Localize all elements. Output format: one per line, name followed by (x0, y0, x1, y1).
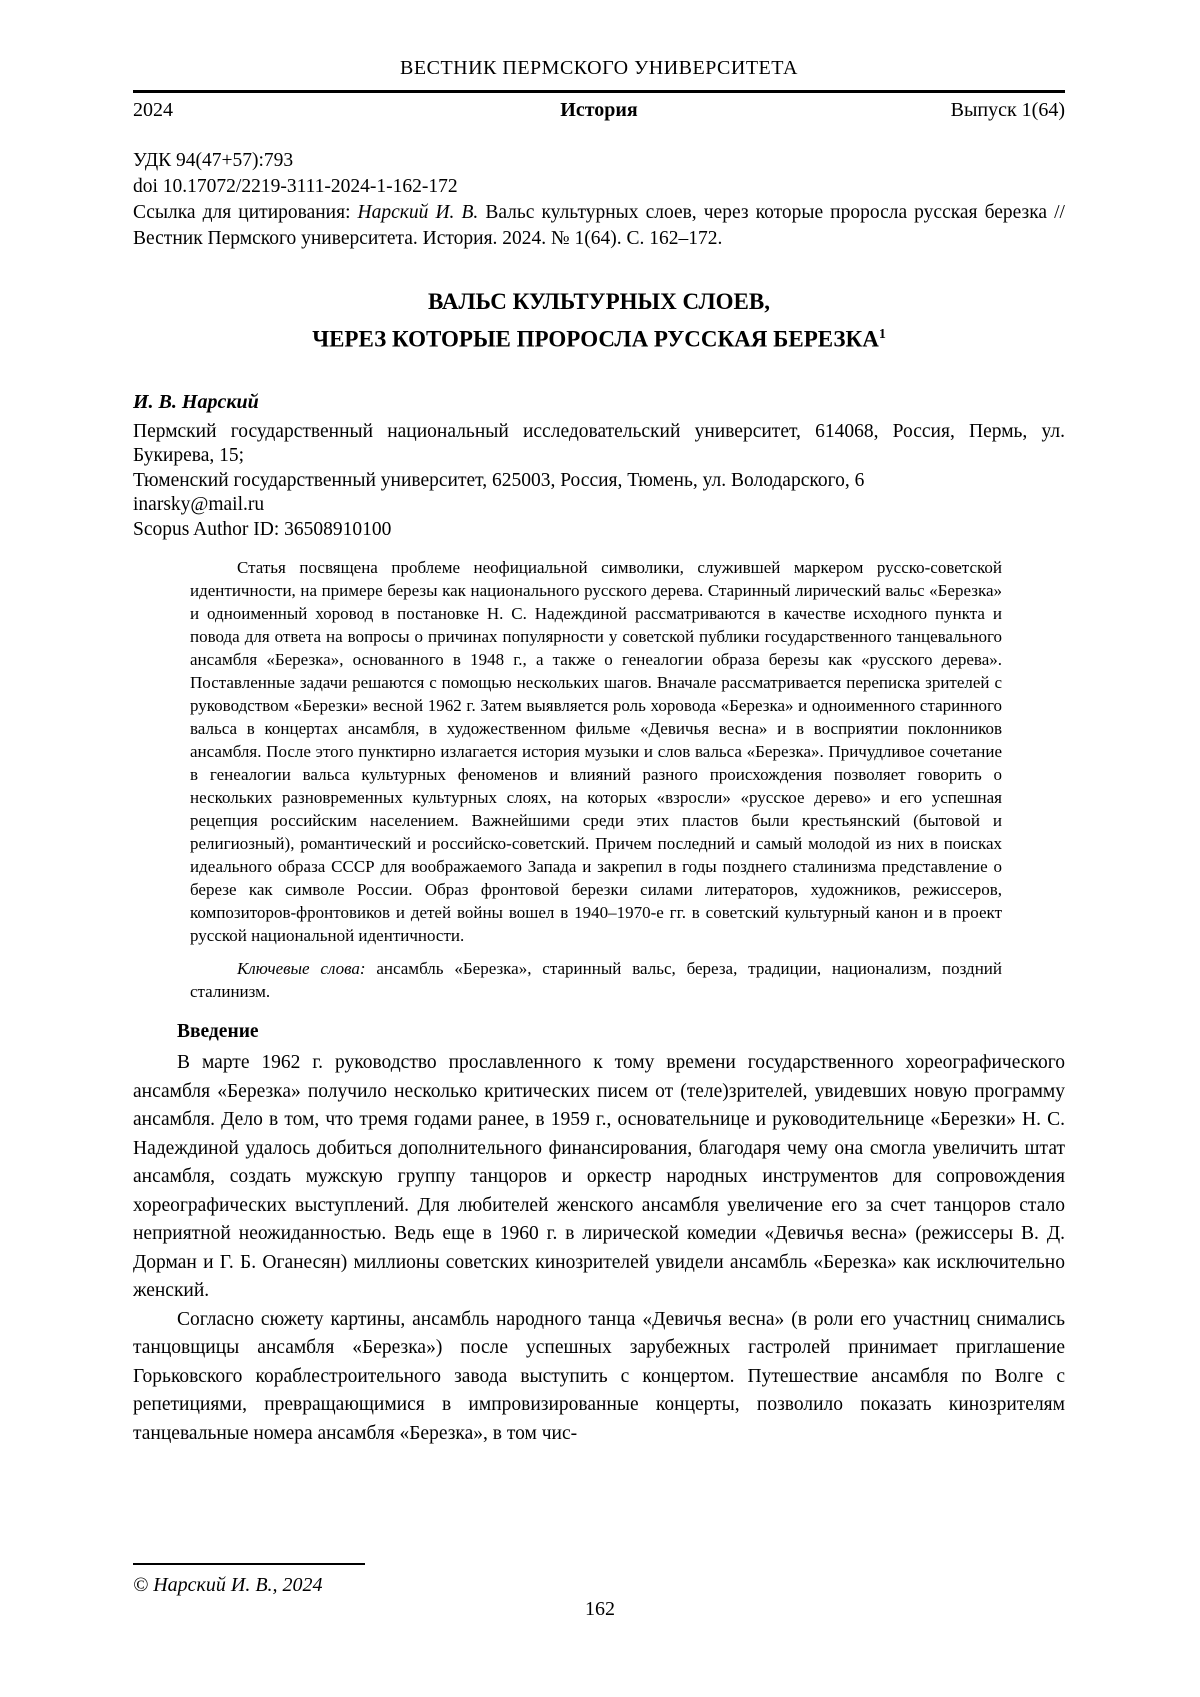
footnote-rule (133, 1563, 365, 1565)
citation-label: Ссылка для цитирования: (133, 202, 358, 223)
author-name: И. В. Нарский (133, 390, 259, 413)
scopus-id: Scopus Author ID: 36508910100 (133, 518, 392, 540)
intro-paragraph-2: Согласно сюжету картины, ансамбль народного танца «Девичья весна» (в роли его участниц снимались танцовщицы ансамбля «Березка») после успешных зарубежных гастролей принимает приглашение Горьковского кораблестроительного завода выступить с концертом. Путешествие ансамбля по Волге с репетициями, превращающимися в импровизированные концерты, позволило показать кинозрителям танцевальные номера ансамбля «Березка», в том чис- (133, 1308, 1065, 1444)
header-year: 2024 (133, 99, 173, 121)
affiliation-line1: Пермский государственный национальный исследовательский университет, 614068, Россия, Пермь, ул. Букирева, 15; (133, 420, 1065, 467)
doi-line: doi 10.17072/2219-3111-2024-1-162-172 (133, 176, 458, 197)
header-series: История (560, 99, 638, 121)
title-footnote-mark: 1 (878, 327, 886, 342)
citation-line (133, 200, 1065, 252)
article-title-line2: ЧЕРЕЗ КОТОРЫЕ ПРОРОСЛА РУССКАЯ БЕРЕЗКА$^1$ (312, 326, 886, 352)
page-number: 162 (585, 1598, 615, 1620)
citation-text: Вальс культурных слоев, через которые проросла русская березка // Вестник Пермского университета. История. 2024. № 1(64). С. 162–172. (133, 202, 1065, 249)
article-meta (133, 148, 1065, 252)
author-email: inarsky@mail.ru (133, 494, 265, 516)
copyright-notice: © Нарский И. В., 2024 (133, 1574, 323, 1596)
citation-author: Нарский И. В. (357, 202, 479, 223)
abstract-text: Статья посвящена проблеме неофициальной символики, служившей маркером русско-советской идентичности, на примере березы как национального русского дерева. Старинный лирический вальс «Березка» и одноименный хоровод в постановке Н. С. Надеждиной рассматриваются в качестве исходного пункта и повода для ответа на вопросы о причинах популярности у советской публики государственного танцевального ансамбля «Березка», основанного в 1948 г., а также о генеалогии образа березы как «русского дерева». Поставленные задачи решаются с помощью нескольких шагов. Вначале рассматривается переписка зрителей с руководством «Березки» весной 1962 г. Затем выявляется роль хоровода «Березка» и одноименного старинного вальса в концертах ансамбля, в художественном фильме «Девичья весна» и в восприятии поклонников ансамбля. После этого пунктирно излагается история музыки и слов вальса «Березка». Причудливое сочетание в генеалогии вальса культурных феноменов и влияний разного происхождения позволяет говорить о нескольких разновременных культурных слоях, на которых «взросли» «русское дерево» и его успешная рецепция российским населением. Важнейшими среди этих пластов были крестьянский (бытовой и религиозный), романтический и российско-советский. Причем последний и самый молодой из них в поисках идеального образа СССР для воображаемого Запада и закрепил в годы позднего сталинизма представление о березе как символе России. Образ фронтовой березки силами литераторов, художников, режиссеров, композиторов-фронтовиков и детей войны вошел в 1940–1970-е гг. в советский культурный канон и в проект русской национальной идентичности. (190, 558, 1002, 946)
header-rule (133, 90, 1065, 93)
header-issue: Выпуск 1(64) (950, 99, 1066, 121)
journal-title: ВЕСТНИК ПЕРМСКОГО УНИВЕРСИТЕТА (400, 57, 798, 79)
intro-paragraph-1: В марте 1962 г. руководство прославленного к тому времени государственного хореографического ансамбля «Березка» получило несколько критических писем от (теле)зрителей, увидевших новую программу ансамбля. Дело в том, что тремя годами ранее, в 1959 г., основательнице и руководительнице «Березки» Н. С. Надеждиной удалось добиться дополнительного финансирования, благодаря чему она смогла увеличить штат ансамбля, создать мужскую группу танцоров и оркестр народных инструментов для сопровождения хореографических выступлений. Для любителей женского ансамбля увеличение его за счет танцоров стало неприятной неожиданностью. Ведь еще в 1960 г. в лирической комедии «Девичья весна» (режиссеры В. Д. Дорман и Г. Б. Оганесян) миллионы советских кинозрителей увидели ансамбль «Березка» как исключительно женский. (133, 1052, 1065, 1302)
article-title (133, 285, 1065, 356)
keywords (190, 957, 1002, 1003)
section-heading-introduction: Введение (177, 1021, 259, 1043)
udc-line: УДК 94(47+57):793 (133, 150, 294, 171)
header-row (133, 97, 1065, 123)
keywords-text: ансамбль «Березка», старинный вальс, береза, традиции, национализм, поздний сталинизм. (190, 959, 1003, 1002)
affiliation-line2: Тюменский государственный университет, 625003, Россия, Тюмень, ул. Володарского, 6 (133, 469, 865, 491)
author-affiliation (133, 420, 1065, 543)
keywords-label: Ключевые слова: (237, 959, 366, 979)
article-title-line1: ВАЛЬС КУЛЬТУРНЫХ СЛОЕВ, (428, 289, 770, 314)
